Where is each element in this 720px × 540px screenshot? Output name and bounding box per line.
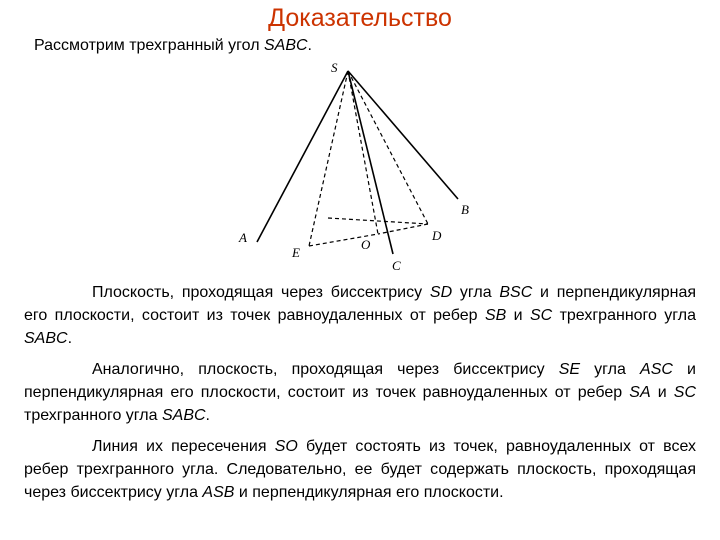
text: угла: [580, 361, 641, 378]
line-a-d: [328, 218, 428, 224]
label-c: C: [392, 258, 401, 273]
intro-angle: SABC: [263, 37, 308, 54]
text: и перпендикулярная его плоскости.: [234, 484, 504, 501]
paragraph-3: [24, 435, 696, 504]
math: SABC: [161, 407, 206, 424]
label-e: E: [292, 245, 300, 260]
label-d: D: [432, 228, 442, 243]
math: SD: [429, 284, 453, 301]
math: ASB: [202, 484, 235, 501]
line-sd: [348, 71, 428, 224]
text: угла: [452, 284, 500, 301]
text: и: [506, 307, 530, 324]
proof-body: [24, 281, 696, 512]
math: SE: [558, 361, 581, 378]
edge-sc: [348, 71, 393, 254]
slide-title: Доказательство: [268, 4, 452, 32]
text: будет состоять из точек, равноудаленных от всех ребер трехгранного угла. Следовательно, ее будет содержать плоскость, проходящая через биссектрису угла: [24, 438, 697, 501]
label-o: O: [361, 237, 371, 252]
math: SA: [629, 384, 651, 401]
label-s: S: [331, 60, 338, 75]
text: и: [650, 384, 674, 401]
math: SO: [274, 438, 298, 455]
text: Линия их пересечения: [92, 438, 275, 455]
text: трехгранного угла: [24, 407, 162, 424]
math: ASC: [640, 361, 673, 378]
dashed-lines: [309, 71, 428, 246]
math: SC: [673, 384, 697, 401]
line-se: [309, 71, 348, 246]
text: Аналогично, плоскость, проходящая через биссектрису: [92, 361, 559, 378]
math: SC: [529, 307, 553, 324]
text: .: [205, 407, 210, 424]
trihedral-angle-diagram: [230, 58, 490, 278]
math: SABC: [24, 330, 68, 347]
intro-text: [34, 37, 312, 55]
text: и перпендикулярная его плоскости, состоит из точек равноудаленных от ребер: [24, 284, 696, 324]
label-b: B: [461, 202, 469, 217]
text: трехгранного угла: [552, 307, 697, 324]
text: .: [67, 330, 73, 347]
intro-lead: Рассмотрим трехгранный угол: [34, 37, 264, 54]
line-so: [348, 71, 378, 234]
edge-sa: [257, 71, 348, 242]
math: SB: [484, 307, 507, 324]
text: и перпендикулярная его плоскости, состоит из точек равноудаленных от ребер: [24, 361, 696, 401]
label-a: A: [239, 230, 247, 245]
paragraph-1: [24, 281, 696, 350]
edges: [257, 71, 458, 254]
intro-end: .: [307, 37, 312, 54]
text: Плоскость, проходящая через биссектрису: [92, 284, 430, 301]
paragraph-2: [24, 358, 696, 427]
math: BSC: [499, 284, 533, 301]
